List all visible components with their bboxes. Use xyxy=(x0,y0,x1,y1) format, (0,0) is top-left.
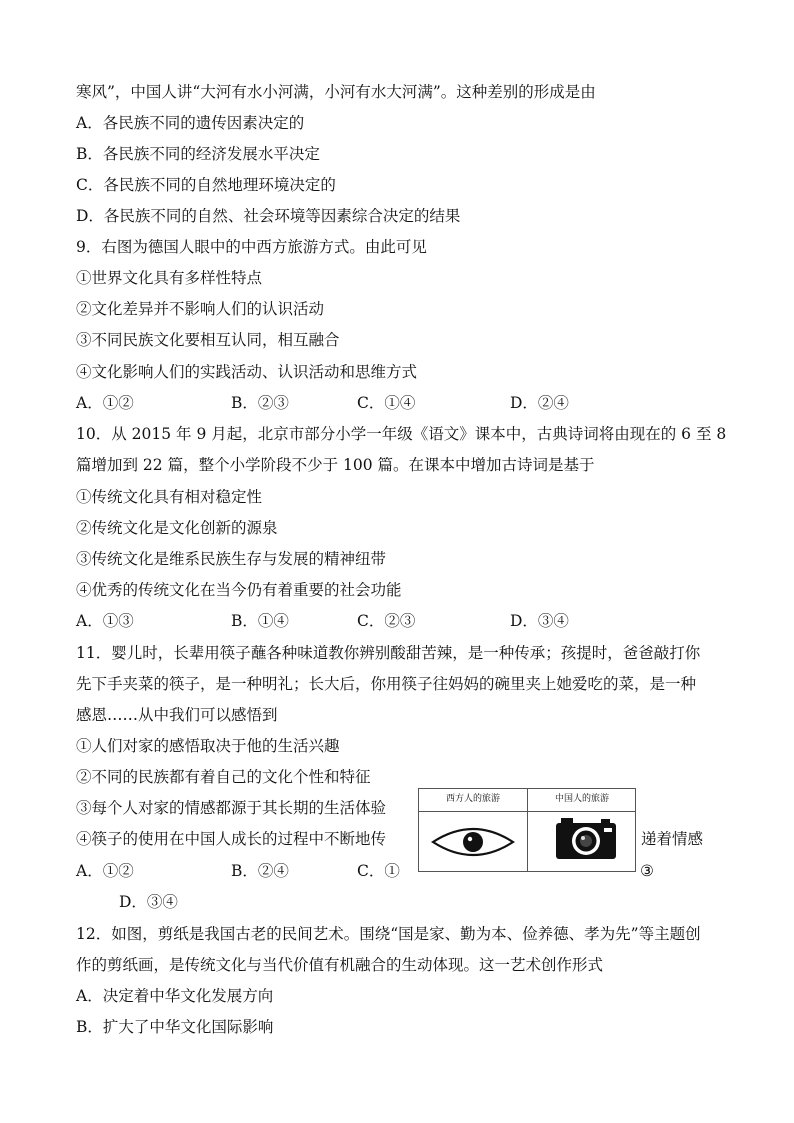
q10-stem-2: 篇增加到 22 篇，整个小学阶段不少于 100 篇。在课本中增加古诗词是基于 xyxy=(76,456,595,474)
q11-item-4-tail: 递着情感 xyxy=(641,830,704,848)
q8-option-c: C．各民族不同的自然地理环境决定的 xyxy=(76,176,336,194)
q11-option-b: B．②④ xyxy=(231,862,289,880)
q11-stem-3: 感恩……从中我们可以感悟到 xyxy=(76,706,278,724)
q9-option-d: D．②④ xyxy=(510,394,569,412)
q9-item-3: ③不同民族文化要相互认同，相互融合 xyxy=(76,331,340,349)
q9-item-2: ②文化差异并不影响人们的认识活动 xyxy=(76,300,325,318)
q12-option-b: B．扩大了中华文化国际影响 xyxy=(76,1018,274,1036)
q11-option-a: A．①② xyxy=(76,862,134,880)
q11-item-1: ①人们对家的感悟取决于他的生活兴趣 xyxy=(76,737,340,755)
q12-option-a: A．决定着中华文化发展方向 xyxy=(76,987,274,1005)
q9-item-4: ④文化影响人们的实践活动、认识活动和思维方式 xyxy=(76,363,418,381)
chinese-travel-label: 中国人的旅游 xyxy=(554,794,609,804)
q10-item-2: ②传统文化是文化创新的源泉 xyxy=(76,519,278,537)
q10-option-c: C．②③ xyxy=(357,612,416,630)
q10-option-b: B．①④ xyxy=(231,612,289,630)
q10-item-4: ④优秀的传统文化在当今仍有着重要的社会功能 xyxy=(76,581,402,599)
q12-stem-1: 12．如图，剪纸是我国古老的民间艺术。围绕“国是家、勤为本、俭养德、孝为先”等主题创 xyxy=(76,925,701,943)
q8-option-d: D．各民族不同的自然、社会环境等因素综合决定的结果 xyxy=(76,207,461,225)
q11-option-c-tail: ③ xyxy=(640,862,654,880)
q11-stem-1: 11．婴儿时，长辈用筷子蘸各种味道教你辨别酸甜苦辣，是一种传承；孩提时，爸爸敲打你 xyxy=(76,644,701,662)
figure-divider xyxy=(527,789,528,871)
q12-stem-2: 作的剪纸画，是传统文化与当代价值有机融合的生动体现。这一艺术创作形式 xyxy=(76,956,604,974)
q9-option-a: A．①② xyxy=(76,394,134,412)
q11-item-4: ④筷子的使用在中国人成长的过程中不断地传 xyxy=(76,830,387,848)
q10-item-3: ③传统文化是维系民族生存与发展的精神纽带 xyxy=(76,550,387,568)
western-travel-label: 西方人的旅游 xyxy=(445,794,500,804)
eye-icon xyxy=(427,819,519,865)
q10-option-a: A．①③ xyxy=(76,612,134,630)
q11-item-2: ②不同的民族都有着自己的文化个性和特征 xyxy=(76,768,371,786)
q8-option-b: B．各民族不同的经济发展水平决定 xyxy=(76,145,320,163)
q11-item-3: ③每个人对家的情感都源于其长期的生活体验 xyxy=(76,799,387,817)
q11-option-d: D．③④ xyxy=(119,893,178,911)
q9-option-b: B．②③ xyxy=(231,394,289,412)
q8-option-a: A．各民族不同的遗传因素决定的 xyxy=(76,114,305,132)
q11-stem-2: 先下手夹菜的筷子，是一种明礼；长大后，你用筷子往妈妈的碗里夹上她爱吃的菜，是一种 xyxy=(76,675,697,693)
q9-stem: 9．右图为德国人眼中的中西方旅游方式。由此可见 xyxy=(76,238,427,256)
q10-stem-1: 10．从 2015 年 9 月起，北京市部分小学一年级《语文》课本中，古典诗词将由现在的 6 至 8 xyxy=(76,425,727,443)
q9-item-1: ①世界文化具有多样性特点 xyxy=(76,269,263,287)
camera-icon xyxy=(553,815,619,861)
q8-stem-tail: 寒风”，中国人讲“大河有水小河满，小河有水大河满”。这种差别的形成是由 xyxy=(76,83,596,101)
q11-option-c: C．① xyxy=(357,862,400,880)
q9-option-c: C．①④ xyxy=(357,394,416,412)
travel-comparison-figure xyxy=(418,788,636,872)
q10-item-1: ①传统文化具有相对稳定性 xyxy=(76,488,263,506)
q10-option-d: D．③④ xyxy=(510,612,569,630)
